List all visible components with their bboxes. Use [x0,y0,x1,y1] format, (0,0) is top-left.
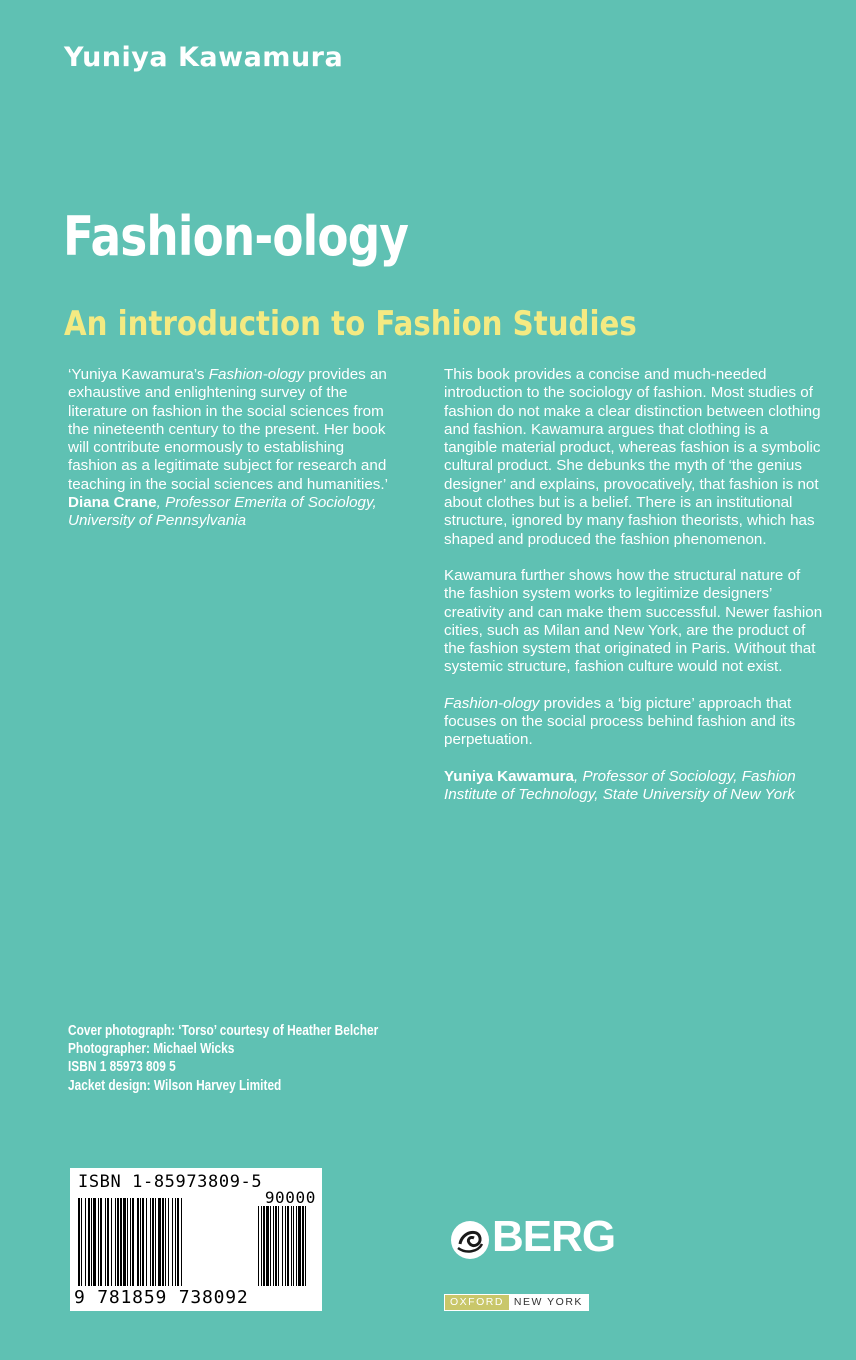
barcode-bar [142,1198,144,1286]
quote-book-title: Fashion-ology [208,366,305,383]
barcode-bar [120,1198,122,1286]
barcode-bar [150,1198,151,1286]
barcode-bar [270,1206,271,1286]
city-new-york: NEW YORK [509,1295,588,1310]
quote-text-rest: provides an exhaustive and enlightening survey of the literature on fashion in the social sciences from the nineteenth century to the present. Her book will contribute enormously to establishing fashion as a legitimate subject for research and teaching in the social sciences and humanities.’ [68,366,388,493]
barcode-bar [266,1206,269,1286]
barcode-bar [296,1206,297,1286]
cover-credits [68,1022,378,1095]
barcode-bar [273,1206,274,1286]
quote-text: ‘Yuniya Kawamura’s [68,366,209,383]
barcode-bar [132,1198,134,1286]
book-subtitle: An introduction to Fashion Studies [64,304,637,344]
barcode-bar [181,1198,182,1286]
barcode-bar [172,1198,173,1286]
barcode-bar [117,1198,119,1286]
barcode-bar [285,1206,286,1286]
description-paragraph-3 [444,695,824,750]
barcode-bar [177,1198,179,1286]
barcode-bar [140,1198,141,1286]
endorsement-quote [68,366,388,494]
barcode-bar [302,1206,304,1286]
description-p3-text: provides a ‘big picture’ approach that focuses on the social process behind fashion and its perpetuation. [444,694,796,749]
description-paragraph-2: Kawamura further shows how the structural nature of the fashion system works to legitimize designers’ creativity and can make them successful. Newer fashion cities, such as Milan and New York, are the product of the fashion system that originated in Paris. Without that systemic structure, fashion culture would not exist. [444,566,823,676]
endorsement [68,366,388,531]
barcode-bar [261,1206,262,1286]
barcode-bar [278,1206,279,1286]
barcode-bar [107,1198,109,1286]
barcode-bar [305,1206,306,1286]
author-bio [444,768,824,805]
barcode-bar [263,1206,265,1286]
bio-author-name: Yuniya Kawamura [444,767,574,785]
barcode-ean-number: 9 781859 738092 [74,1287,249,1308]
book-title: Fashion-ology [63,205,409,268]
credit-line: Photographer: Michael Wicks [68,1041,235,1058]
bio-author-affiliation: , Professor of Sociology, Fashion Institute of Technology, State University of New York [444,767,796,803]
endorsement-attribution [68,494,388,531]
barcode-bar [93,1198,96,1286]
barcode-bar [158,1198,161,1286]
barcode-bar [123,1198,126,1286]
barcode-bar [130,1198,131,1286]
barcode-bar [88,1198,90,1286]
barcode-bar [85,1198,86,1286]
barcode-bar [168,1198,169,1286]
barcode-bar [175,1198,176,1286]
author-name: Yuniya Kawamura [64,42,344,73]
barcode-bar [162,1198,164,1286]
barcode [70,1168,322,1311]
endorser-name: Diana Crane [68,494,157,512]
barcode-price-code: 90000 [264,1188,316,1207]
barcode-bar [291,1206,292,1286]
barcode-bar [98,1198,99,1286]
book-description [444,366,824,822]
barcode-bar [152,1198,154,1286]
barcode-bar [111,1198,112,1286]
description-paragraph-1: This book provides a concise and much-needed introduction to the sociology of fashion. Most studies of fashion do not make a clear distinction between clothing and fashion. Kawamura argues that clothing is a tangible material product, whereas fashion is a symbolic cultural product. She debunks the myth of ‘the genius designer’ and explains, provocatively, that fashion is not about clothes but is a belief. There is an institutional structure, ignored by many fashion theorists, which has shaped and produced the fashion phenomenon. [444,366,821,548]
publisher-cities [444,1294,589,1311]
barcode-bar [282,1206,283,1286]
barcode-bar [258,1206,259,1286]
barcode-bar [155,1198,156,1286]
barcode-bar [100,1198,102,1286]
barcode-bar [91,1198,92,1286]
credit-line: ISBN 1 85973 809 5 [68,1059,176,1076]
barcode-bar [127,1198,128,1286]
city-oxford: OXFORD [445,1295,509,1310]
barcode-bar [105,1198,106,1286]
barcode-bar [298,1206,301,1286]
credit-line: Jacket design: Wilson Harvey Limited [68,1077,282,1094]
barcode-bar [137,1198,139,1286]
barcode-bar [165,1198,166,1286]
publisher-name: BERG [492,1212,616,1261]
barcode-bar [293,1206,294,1286]
description-book-title: Fashion-ology [444,694,540,712]
credit-line: Cover photograph: ‘Torso’ courtesy of Heather Belcher [68,1023,379,1039]
barcode-bar [275,1206,277,1286]
barcode-bar [81,1198,82,1286]
barcode-bar [78,1198,80,1286]
barcode-bar [146,1198,147,1286]
barcode-isbn-label: ISBN 1-85973809-5 [78,1172,263,1192]
endorser-affiliation: , Professor Emerita of Sociology, University of Pennsylvania [68,494,377,530]
barcode-bar [287,1206,289,1286]
barcode-bar [115,1198,116,1286]
